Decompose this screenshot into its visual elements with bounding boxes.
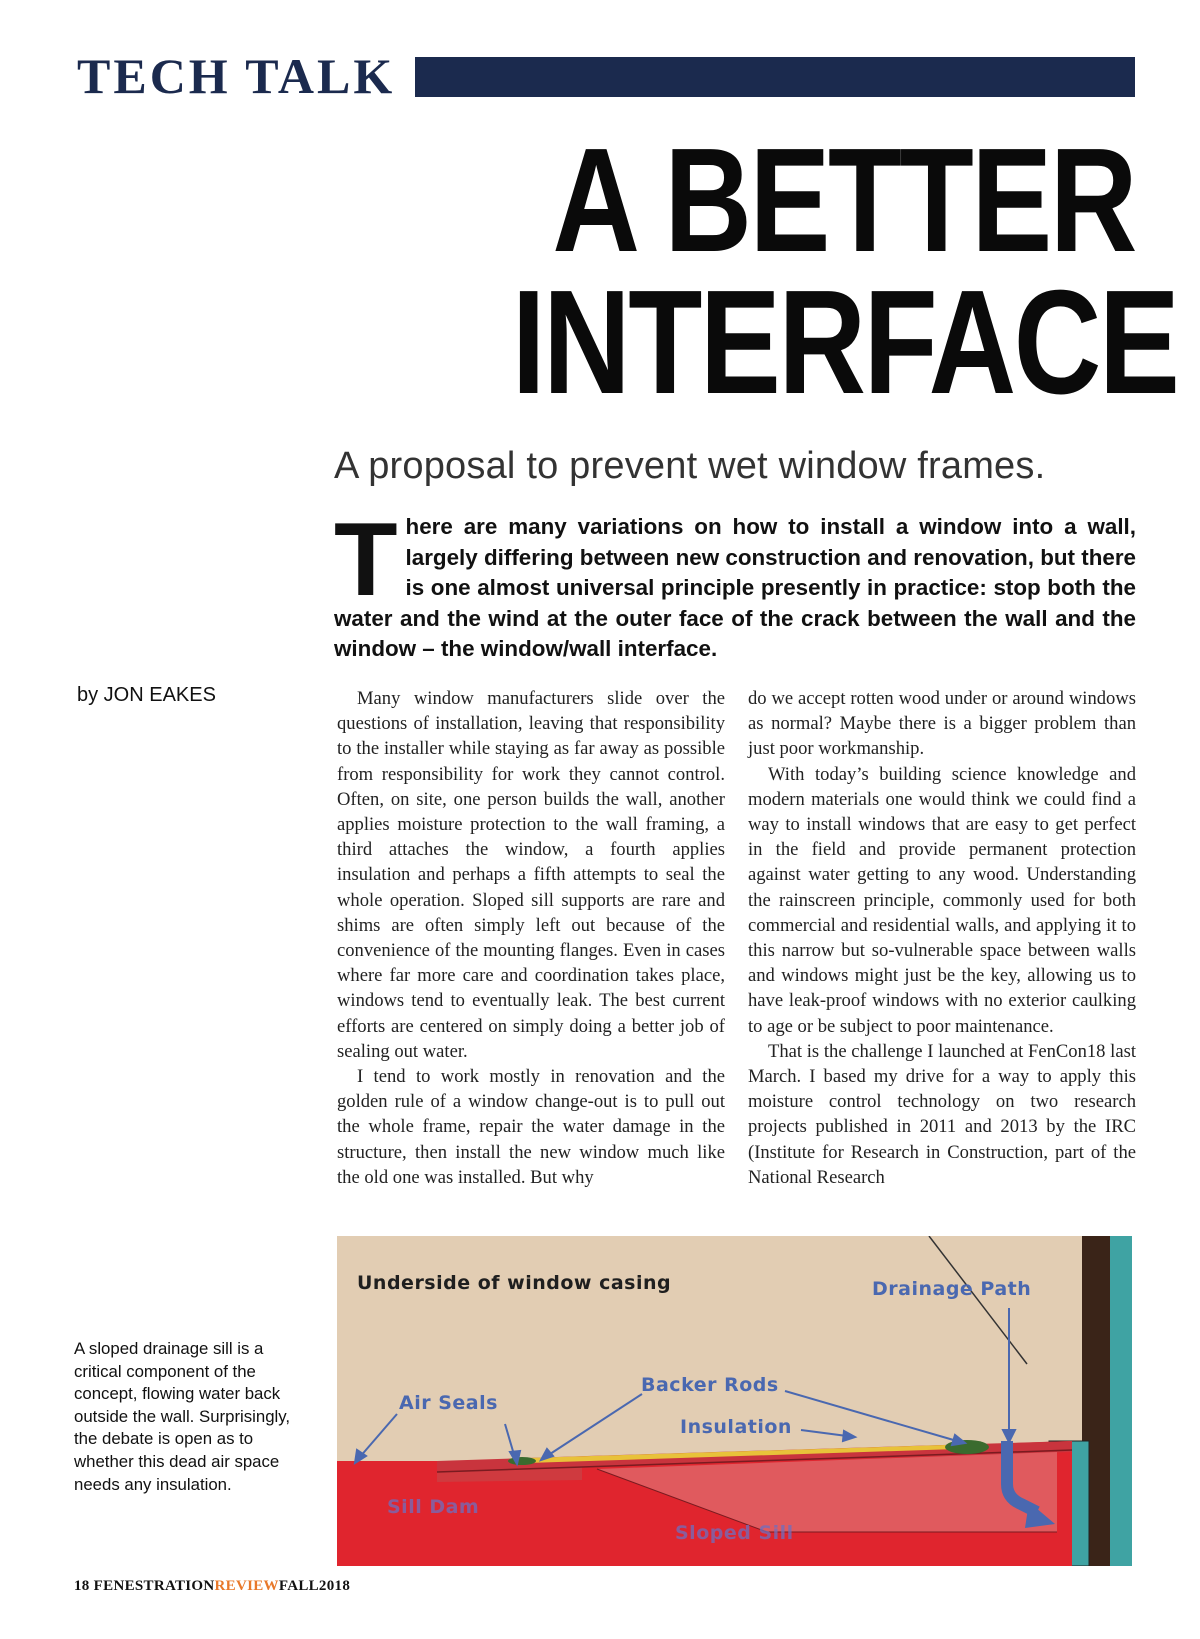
label-underside-casing: Underside of window casing [357, 1272, 672, 1294]
body-paragraph: With today’s building science knowledge and modern materials one would think we could find a way to install windows that are easy to get perfect in the field and provide permanent protection against water getting to any wood. Understanding the rainscreen principle, commonly used for both commercial and residential walls, and applying it to this narrow but so-vulnerable space between walls and windows might just be the key, allowing us to have leak-proof windows with no exterior caulking to age or be subject to poor maintenance. [748, 763, 1136, 1037]
backer-rod-left [508, 1457, 536, 1465]
label-air-seals: Air Seals [399, 1392, 498, 1414]
publication-name: FENESTRATION [93, 1578, 215, 1594]
body-paragraph: Many window manufacturers slide over the questions of installation, leaving that responsibility to the installer while staying as far away as possible from responsibility for work they cannot control. Often, on site, one person builds the wall, another applies moisture protection to the wall framing, a third attaches the window, a fourth applies insulation and perhaps a fifth attempts to seal the whole operation. Sloped sill supports are rare and shims are often simply left out because of the convenience of the mounting flanges. Even in cases where far more care and coordination takes place, windows tend to eventually leak. The best current efforts are centered on simply doing a better job of sealing out water. [337, 688, 725, 1062]
page-footer [74, 1578, 350, 1595]
label-sill-dam: Sill Dam [387, 1496, 480, 1518]
article-subtitle: A proposal to prevent wet window frames. [334, 445, 1046, 487]
section-rule-bar [415, 57, 1135, 97]
label-insulation: Insulation [680, 1416, 792, 1438]
figure-caption: A sloped drainage sill is a critical component of the concept, flowing water back outside the wall. Surprisingly, the debate is open as to whether this dead air space needs any insulation. [74, 1339, 291, 1494]
body-paragraph: I tend to work mostly in renovation and the golden rule of a window change-out is to pull out the whole frame, repair the water damage in the structure, then install the new window much like the old one was installed. But why [337, 1066, 725, 1188]
article-lede [334, 502, 1136, 665]
lede-text: here are many variations on how to install a window into a wall, largely differing between new construction and renovation, but there is one almost universal principle presently in practice: stop both the water and the wind at the outer face of the crack between the wall and the window – the window/wall interface. [334, 514, 1136, 661]
section-label: TECH TALK [77, 48, 396, 104]
sill-diagram [337, 1236, 1132, 1566]
page-number: 18 [74, 1578, 90, 1594]
exterior-cladding [1110, 1236, 1132, 1566]
headline-line-1: A BETTER [552, 118, 1135, 283]
byline: by JON EAKES [77, 684, 216, 706]
body-paragraph: That is the challenge I launched at FenCon18 last March. I based my drive for a way to apply this moisture control technology on two research projects published in 2011 and 2013 by the IRC (Institute for Research in Construction, part of the National Research [748, 1040, 1136, 1188]
section-header [77, 50, 1135, 102]
body-paragraph: do we accept rotten wood under or around windows as normal? Maybe there is a bigger problem than just poor workmanship. [748, 688, 1136, 760]
label-sloped-sill: Sloped Sill [675, 1522, 794, 1544]
publication-name-accent: REVIEW [214, 1578, 279, 1594]
body-column-left [337, 686, 725, 1190]
backer-rod-right [945, 1440, 989, 1454]
article-headline [511, 118, 1178, 425]
drop-cap: T [334, 502, 398, 618]
label-backer-rods: Backer Rods [641, 1374, 779, 1396]
body-column-right [748, 686, 1136, 1190]
issue-label: FALL2018 [278, 1578, 351, 1594]
label-drainage-path: Drainage Path [872, 1278, 1032, 1300]
headline-line-2: INTERFACE [511, 260, 1178, 425]
